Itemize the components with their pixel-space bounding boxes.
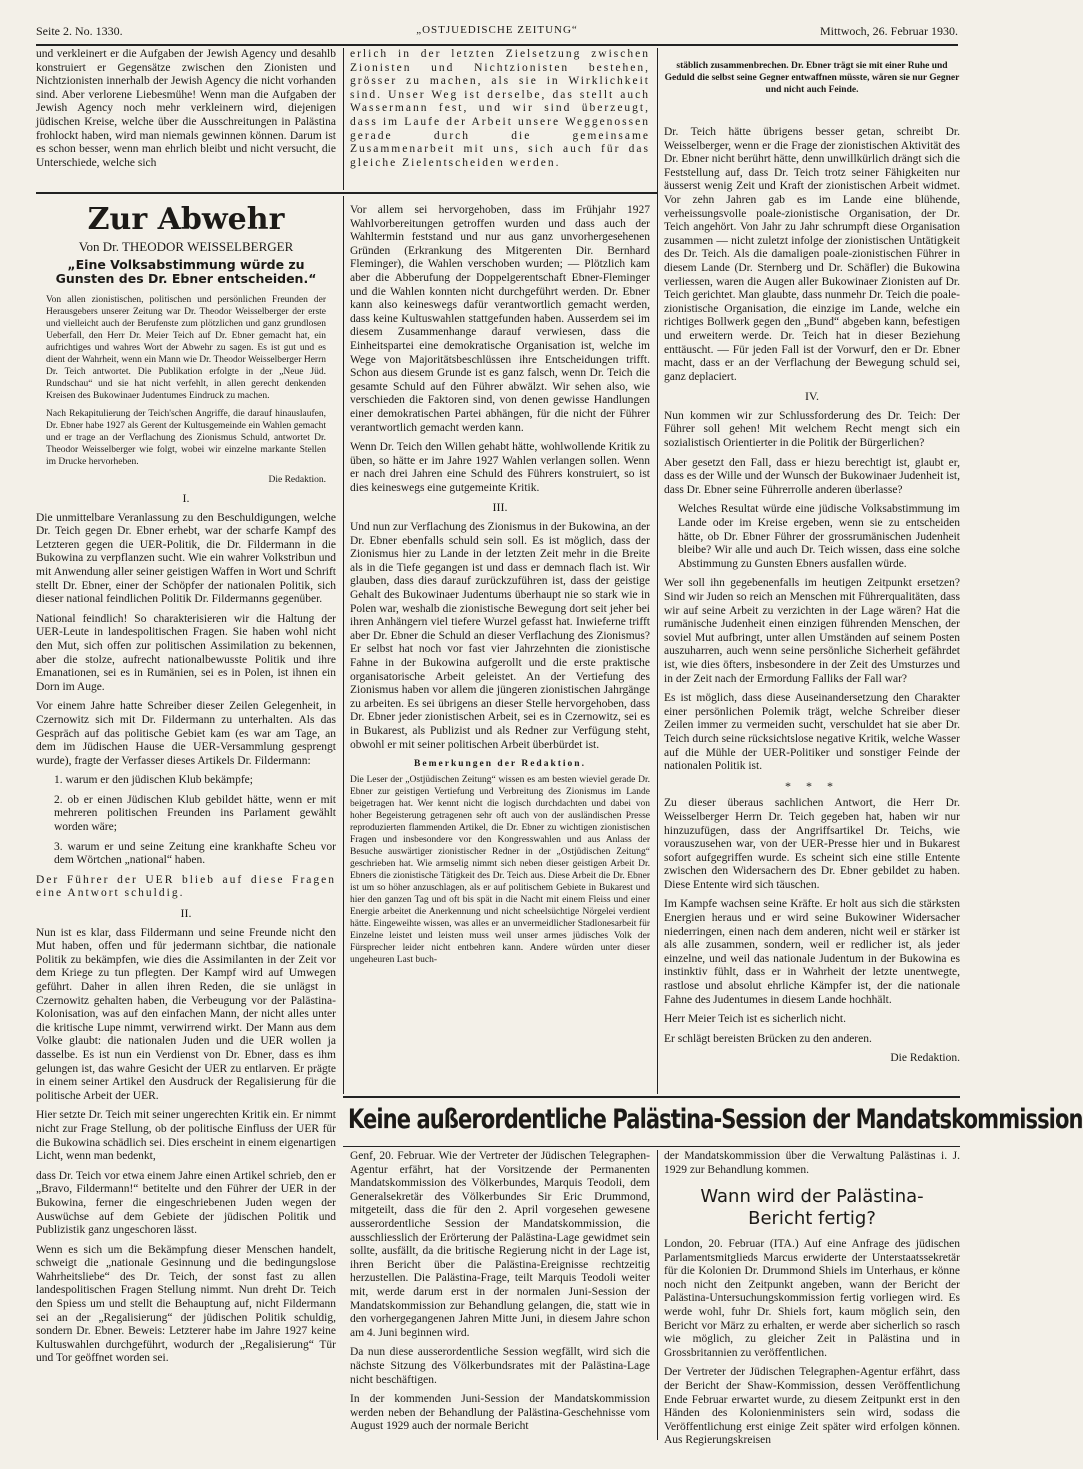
abwehr-column-2 [350,204,650,1094]
mandate-article-continued [664,1150,960,1184]
mandate-headline: Keine außerordentliche Palästina-Session der Mandatskommission [348,1104,1083,1135]
paragraph: Die unmittelbare Veranlassung zu den Beschuldigungen, welche Dr. Teich gegen Dr. Ebner erhebt, war der scharfe Kampf des Letzteren gegen die UER-Politik, die Dr. Fildermann in die Bukowina zu verpflanzen sucht. Wie ein wahrer Volkstribun und mit Anwendung aller seiner geistigen Waffen in Wort und Schrift stellt Dr. Ebner, einer der Schöpfer der nationalen Politik, sich dieser national feindlichen Politik Dr. Fildermanns gegenüber. [36,511,336,606]
paragraph: der Mandatskommission über die Verwaltung Palästinas i. J. 1929 zur Behandlung kommen. [664,1150,960,1176]
masthead-rule [36,44,958,46]
article-body [36,492,336,1366]
paragraph: Herr Meier Teich ist es sicherlich nicht. [664,1013,846,1026]
paragraph: Wenn es sich um die Bekämpfung dieser Menschen handelt, schweigt die „nationale Gesinnung und die bedingungslose Wahrheitsliebe“ des Dr. Teich, der sonst fast zu allen landespolitischen Fragen Stellung nimmt. Nun dreht Dr. Teich den Spiess um und stellt die Behauptung auf, nicht Fildermann sei an der „Regalisierung“ der jüdischen Politik schuldig, sondern Dr. Ebner. Beweis: Letzterer habe im Jahre 1927 keine Kultuswahlen durchgeführt, wodurch der „Regalisierung“ Tür und Tor geöffnet worden sei. [36,1243,336,1365]
paragraph: Vor allem sei hervorgehoben, dass im Frühjahr 1927 Wahlvorbereitungen getroffen wurden und dass auch der Wahltermin feststand und nur aus ganz unvorhergesehenen Gründen (Erkrankung des Mitgerenten Dir. Bernhard Fleminger), die Wahlen verschoben wurden; — Plötzlich kam aber die Abberufung der Doppelgerentschaft Ebner-Fleminger und die Wahlen konnten nicht durchgeführt werden. Dr. Ebner kann also keineswegs dafür verantwortlich gemacht werden, dass keine Kultuswahlen stattgefunden haben. Ausserdem sei im diesem Zusammenhange darauf verwiesen, dass die Einheitspartei eine demokratische Organisation ist, welche im Wege von Majoritätsbeschlüssen ihre Entscheidungen trifft. Schon aus diesem Grunde ist es ganz falsch, wenn Dr. Teich die gesamte Schuld auf den Führer abwälzt. Wir sehen also, wie verschieden die Faktoren sind, von denen gewisse Handlungen einer demokratischen Partei abhängen, für die nicht der Führer verantwortlich gemacht werden kann. [350,204,650,434]
column-rule [657,1150,658,1440]
section-divider: * * * [785,778,839,793]
paragraph: London, 20. Februar (ITA.) Auf eine Anfrage des jüdischen Parlamentsmitglieds Marcus erwiderte der Unterstaatssekretär für die Kolonien Dr. Drummond Shiels im Unterhaus, er könne noch nicht den Zeitpunkt angeben, wann der Bericht der Palästina-Untersuchungskommission fertig vorliegen wird. Es werde wohl, fuhr Dr. Shiels fort, kaum möglich sein, den Bericht vor März zu erhalten, er werde aber sicherlich so rasch wie möglich, zu gleicher Zeit in Palästina und in Grossbritannien zu veröffentlichen. [664,1238,960,1359]
article-author: Von Dr. THEODOR WEISSELBERGER [78,239,294,254]
paragraph: Vor einem Jahre hatte Schreiber dieser Zeilen Gelegenheit, in Czernowitz sich mit Dr. Fildermann zu unterhalten. Als das Gespräch auf das politische Gebiet kam (es war am Tage, an dem im Jüdischen Hause die UER-Versammlung gesprengt wurde), fragte der Verfasser dieses Artikels Dr. Fildermann: [36,700,336,767]
report-headline: Wann wird der Palästina-Bericht fertig? [700,1186,924,1229]
paragraph: Der Führer der UER blieb auf diese Fragen eine Antwort schuldig. [36,873,336,900]
editorial-note-title: Bemerkungen der Redaktion. [414,759,586,770]
intro-paragraph: Nach Rekapitulierung der Teich'schen Angriffe, die darauf hinauslaufen, Dr. Ebner habe 1927 als Gerent der Kultusgemeinde ein Wahlen gemacht und er trage an der Verflachung des Zionismus Schuld, antwortet Dr. Theodor Weisselberger wie folgt, wobei wir einzelne markante Stellen im Drucke hervorheben. [46,409,326,467]
paragraph: Der Vertreter der Jüdischen Telegraphen-Agentur erfährt, dass der Bericht der Shaw-Kommission, dessen Veröffentlichung Ende Februar erwartet wurde, zu diesem Zeitpunkt erst in den Händen des Kolonienministers sein wird, sodass die Veröffentlichung erst einige Zeit später wird erfolgen können. Aus Regierungskreisen [664,1366,960,1447]
paragraph: Nun kommen wir zur Schlussforderung des Dr. Teich: Der Führer soll gehen! Mit welchem Recht mengt sich ein sozialistisch Orientierter in die Politik der Bürgerlichen? [664,409,960,450]
question-item: 3. warum er und seine Zeitung eine krankhafte Scheu vor dem Wörtchen „national“ haben. [54,840,336,867]
section-number: II. [180,906,192,921]
column-rule [343,196,344,1094]
article-title: Zur Abwehr [87,202,285,237]
newspaper-name: „OSTJUEDISCHE ZEITUNG“ [416,24,578,36]
page-number: Seite 2. No. 1330. [36,24,123,38]
section-number: IV. [804,389,820,404]
paragraph: Es ist möglich, dass diese Auseinandersetzung den Charakter einer persönlichen Polemik trägt, welche Schreiber dieser Zeilen immer zu vermeiden sucht, verschuldet hat sie aber Dr. Teich durch seine rücksichtslose negative Kritik, welche Wasser auf die Mühle der UER-Politiker und sonstiger Feinde der nationalen Politik ist. [664,692,960,773]
editorial-note-text: Die Leser der „Ostjüdischen Zeitung“ wissen es am besten wieviel gerade Dr. Ebner zur geistigen Vertiefung und Verbreitung des Zionismus im Lande beigetragen hat. Wer kennt nicht die logisch durchdachten und dabei von hoher Begeisterung getragenen sehr oft auch von der ausländischen Presse reproduzierten flammenden Artikel, die Dr. Ebner zu wichtigen zionistischen Fragen und insbesondere vor den Kongresswahlen und aus Anlass der Besuche auswärtiger zionistischer Redner in der „Ostjüdischen Zeitung“ geschrieben hat. Wie armselig nimmt sich neben dieser geistigen Arbeit Dr. Ebners die zionistische Tätigkeit des Dr. Teich aus. Diese Arbeit die Dr. Ebner ist um so höher anzuschlagen, als er auf politischem Gebiete in Bukarest und hier den ganzen Tag und oft bis spät in die Nacht mit einem Fleiss und einer Energie arbeitet die Anerkennung und nicht scheelsüchtige Nörgelei verdient hätte. Eingeweihte wissen, was alles er an unvermeidlicher Stadlonesarbeit für Einzelne leistet und leisten muss weil unser armes jüdisches Volk der Fürsprecher leider nicht entbehren kann. Andere würden unter dieser ungeheuren Last buch- [350,775,650,966]
section-number: III. [492,500,508,515]
article-subtitle: „Eine Volksabstimmung würde zu Gunsten des Dr. Ebner entscheiden.“ [55,257,317,286]
paragraph: Aber gesetzt den Fall, dass er hiezu berechtigt ist, glaubt er, dass es der Wille und der Wunsch der Bukowinaer Judenheit ist, dass Dr. Ebner seine Führerrolle anderen überlasse? [664,456,960,496]
abwehr-column-3 [664,126,960,1094]
editorial-note [350,774,650,966]
top-continuation-col3 [664,60,960,120]
paragraph: Hier setzte Dr. Teich mit seiner ungerechten Kritik ein. Er nimmt nicht zur Frage Stellung, ob der politische Einfluss der UER für die Bukowina schädlich sei. Dies erscheint in einem eigenartigen Licht, wenn man bedenkt, [36,1109,336,1163]
paragraph: Und nun zur Verflachung des Zionismus in der Bukowina, an der Dr. Ebner ebenfalls schuld sein soll. Es ist möglich, dass der Zionismus hier zu Lande in der letzten Zeit mehr in die Breite als in die Tiefe gegangen ist und dass er demnach flach ist. Wir glauben, dass dies darauf zurückzuführen ist, dass der geistige Gehalt des Bukowinaer Judentums überhaupt nie so stark wie in Polen war, weshalb die zionistische Bewegung dort seit jeher bei ihren Anhängern viel tiefere Wurzel gefasst hat. Inwieferne trifft aber Dr. Ebner die Schuld an dieser Verflachung des Zionismus? Er selbst hat noch vor fast vier Jahrzehnten die zionistische Fahne in der Bukowina aufgerollt und die erste praktische organisatorische Arbeit geleistet. An der Vertiefung des Zionismus haben vor allem die jüngeren zionistischen Jahrgänge zu arbeiten. Es sei übrigens an dieser Stelle hervorgehoben, dass Dr. Ebner jeder zionistischen Arbeit, sei es in Czernowitz, sei es in Bukarest, als Publizist und als Redner zur Verfügung steht, obwohl er mit seiner politischen Arbeit überbürdet ist. [350,521,650,751]
top-col3-text: stäblich zusammenbrechen. Dr. Ebner trägt sie mit einer Ruhe und Geduld die selbst seine Gegner entwaffnen müsste, wären sie nur Gegner und nicht auch Feinde. [664,61,960,95]
mandate-article [350,1150,650,1440]
paragraph: Wenn Dr. Teich den Willen gehabt hätte, wohlwollende Kritik zu üben, so hätte er im Jahre 1927 Wahlen verlangen sollen. Wenn er nach drei Jahren eine Schuld des Führers konstruiert, so ist dies keineswegs eine gutgemeinte Kritik. [350,441,650,494]
paragraph: Nun ist es klar, dass Fildermann und seine Freunde nicht den Mut haben, offen und für jedermann sichtbar, die nationale Politik zu bekämpfen, wie dies die Assimilanten in der Zeit vor dem Kriege zu tun pflegten. Der Kampf wird auf Umwegen geführt. Daher in allen ihren Reden, die sie unlägst in Czernowitz gehalten haben, die Verbeugung vor der Palästina-Kolonisation, was auf den einfachen Mann, der nicht alles unter die kritische Lupe nimmt, verwirrend wirkt. Der Mann aus dem Volke glaubt: die nationalen Juden und die UER wollen ja dasselbe. Es ist nun ein Verdienst von Dr. Ebner, dass es ihm gelungen ist, das wahre Gesicht der UER zu entlarven. Er prägte in einem seiner Artikel den Ausdruck der Regalisierung für die politische Arbeit der UER. [36,926,336,1102]
intro-paragraph: Von allen zionistischen, politischen und persönlichen Freunden der Herausgebers unserer Zeitung war Dr. Theodor Weisselberger der erste und vielleicht auch der Berufenste zum plötzlichen und ganz grundlosen Ueberfall, den Herr Dr. Meier Teich auf Dr. Ebner gemacht hat, ein aufrichtiges und wahres Wort der Abwehr zu sagen. Es ist gut und es dient der Wahrheit, wenn ein Mann wie Dr. Theodor Weisselberger Herrn Dr. Teich antwortet. Die Publikation erfolgte in der „Neue Jüd. Rundschau“ und sie hat nicht verfehlt, in allen gerecht denkenden Kreisen des Bukowinaer Judentumes Eindruck zu machen. [46,295,326,401]
paragraph: National feindlich! So charakterisieren wir die Haltung der UER-Leute in landespolitischen Fragen. Sie haben wohl nicht den Mut, sich offen zur politischen Assimilation zu bekennen, aber die stolze, aufrecht nationalbewusste Politik und ihre Emanationen, sei es in Rumänien, sei es in Polen, ist ihnen ein Dorn im Auge. [36,612,336,693]
masthead [36,24,958,44]
paragraph: Wer soll ihn gegebenenfalls im heutigen Zeitpunkt ersetzen? Sind wir Juden so reich an Menschen mit Führerqualitäten, dass wir auf seine Arbeit zu verzichten in der Lage wären? Hat die rumänische Judenheit einen einzigen führenden Menschen, der soviel Mut aufbringt, unter allen Umständen auf seinem Posten auszuharren, auch wenn seine persönliche Sicherheit gefährdet ist, wie dies öfters, insbesondere in der Zeit des Umsturzes und in der Zeit nach der Ermordung Falliks der Fall war? [664,577,960,685]
section-number: I. [182,491,190,505]
section-rule [343,1146,960,1147]
paragraph: Genf, 20. Februar. Wie der Vertreter der Jüdischen Telegraphen-Agentur erfährt, hat der Vorsitzende der Permanenten Mandatskommission des Völkerbundes, Marquis Teodoli, dem Generalsekretär des Völkerbundes Sir Eric Drummond, mitgeteilt, dass die für den 2. April vorgesehen gewesene ausserordentliche Session der Mandatskommission, die ausschliesslich der Erörterung der Palästina-Lage gewidmet sein sollte, ausfällt, da die britische Regierung nicht in der Lage ist, ihren Bericht über die Palästina-Ereignisse rechtzeitig herzustellen. Die Palästina-Frage, teilt Marquis Teodoli weiter mit, werde darum erst in der normalen Juni-Session der Mandatskommission zur Behandlung gelangen, die, statt wie in den vorhergegangenen Jahren Mitte Juni, in diesem Jahre schon am 4. Juni beginnen wird. [350,1150,650,1339]
top-col1-text: und verkleinert er die Aufgaben der Jewish Agency und desahlb konstruiert er Gegensätze zwischen den Zionisten und Nichtzionisten innerhalb der Jewish Agency die nicht vorhanden sind. Aber verlorene Liebesmühe! Wenn man die Aufgaben der Jewish Agency noch mehr verkleinern wird, diejenigen jüdischen Kreise, welche über die Ausschreitungen in Palästina frohlockt haben, wird man niemals gewinnen können. Darum ist es schon besser, wenn man ehrlich bleibt und nicht versucht, die Unterschiede, welche sich [36,48,336,169]
paragraph: Zu dieser überaus sachlichen Antwort, die Herr Dr. Weisselberger Herrn Dr. Teich gegeben hat, haben wir nur hinzuzufügen, dass der Angriffsartikel Dr. Teichs, wie vorauszusehen war, von der UER-Presse hier und in Bukarest sofort aufgegriffen wurde. Es scheint sich eine stille Entente zwischen den Widersachern des Dr. Ebner gebildet zu haben. Diese Entente wird sich täuschen. [664,797,960,891]
column-rule [657,120,658,1094]
paragraph: In der kommenden Juni-Session der Mandatskommission werden neben der Behandlung der Palästina-Geschehnisse vom August 1929 auch der normale Bericht [350,1393,650,1433]
question-item: 1. warum er den jüdischen Klub bekämpfe; [54,774,253,787]
top-continuation-col1 [36,48,336,190]
section-rule [36,192,658,194]
paragraph: Da nun diese ausserordentliche Session wegfällt, wird sich die nächste Sitzung des Völkerbundsrates mit der Palästina-Lage nicht beschäftigen. [350,1346,650,1386]
paragraph: Welches Resultat würde eine jüdische Volksabstimmung im Lande oder im Kreise ergeben, wenn sie zu entscheiden hätte, ob Dr. Ebner Führer der grossrumänischen Judenheit bleibe? Wir alle und auch Dr. Teich wissen, dass eine solche Abstimmung zu Gunsten Ebners ausfallen würde. [678,503,960,570]
issue-date: Mittwoch, 26. Februar 1930. [820,24,958,38]
column-rule [343,48,344,190]
paragraph: Dr. Teich hätte übrigens besser getan, schreibt Dr. Weisselberger, wenn er die Frage der zionistischen Aktivität des Dr. Ebner nicht berührt hätte, denn unwillkürlich drängt sich die Feststellung auf, dass Dr. Teich trotz seiner Fähigkeiten nur äusserst wenig Zeit und Kraft der zionistischen Arbeit widmet. Vor zehn Jahren gab es im Lande eine blühende, verheissungsvolle poale-zionistische Organisation, der Dr. Teich angehört. Von Jahr zu Jahr schrumpft diese Organisation zusammen — nicht zuletzt infolge der zionistischen Untätigkeit des Dr. Teich. Als die damaligen poale-zionistischen Führer in diesem Lande (Dr. Sternberg und Dr. Schäfler) die Bukowina verliessen, waren die Augen aller Bukowinaer Zionisten auf Dr. Teich gerichtet. Man glaubte, dass nunmehr Dr. Teich die poale-zionistische Organisation, die einzige im Lande, welche ein richtiges Bollwerk gegen den „Bund“ abgeben kann, befestigen und erweitern werde. Dr. Teich hat in dieser Beziehung enttäuscht. — Für jeden Fall ist der Vorwurf, den er Dr. Ebner macht, dass er an der Verflachung der Bewegung schuld sei, ganz deplaciert. [664,126,960,383]
report-article [664,1182,960,1447]
top-continuation-col2 [350,48,650,190]
section-rule [343,1096,960,1098]
mandate-headline-box [348,1104,1083,1144]
question-item: 2. ob er einen Jüdischen Klub gebildet hätte, wenn er mit mehreren politischen Freunden ins Parlament gewählt worden wäre; [54,793,336,834]
top-col2-text: erlich in der letzten Zielsetzung zwischen Zionisten und Nichtzionisten bestehen, grösser zu machen, als sie in Wirklichkeit sind. Unser Weg ist derselbe, das stellt auch Wassermann fest, und wir sind überzeugt, dass im Laufe der Arbeit unsere Weggenossen gerade durch die gemeinsame Zusammenarbeit mit uns, sich auch für das gleiche Zielentscheiden werden. [350,48,650,169]
paragraph: dass Dr. Teich vor etwa einem Jahre einen Artikel schrieb, den er „Bravo, Fildermann!“ betitelte und den Führer der UER in der Bukowina, ferner die eingeschriebenen Juden wegen der Auswüchse auf dem Gebiete der jüdischen Politik und Publizistik ganz ungeschoren lässt. [36,1169,336,1237]
abwehr-column-1 [36,198,336,1365]
editorial-intro [36,294,336,486]
paragraph: Im Kampfe wachsen seine Kräfte. Er holt aus sich die stärksten Energien heraus und er wird seine Bukowiner Widersacher niederringen, einen nach dem anderen, nicht weil er stärker ist als alle zusammen, sondern, weil er redlicher ist, als jeder einzelne, und weil das nationale Judentum in der Bukowina es instinktiv fühlt, dass er in Wahrheit der letzte unentwegte, rastlose und absolut ehrliche Kämpfer ist, der die nationale Fahne des Judentumes in diesem Lande hochhält. [664,898,960,1006]
editorial-signature: Die Redaktion. [890,1052,960,1065]
paragraph: Er schlägt bereisten Brücken zu den anderen. [664,1032,872,1045]
intro-signature: Die Redaktion. [268,475,326,485]
